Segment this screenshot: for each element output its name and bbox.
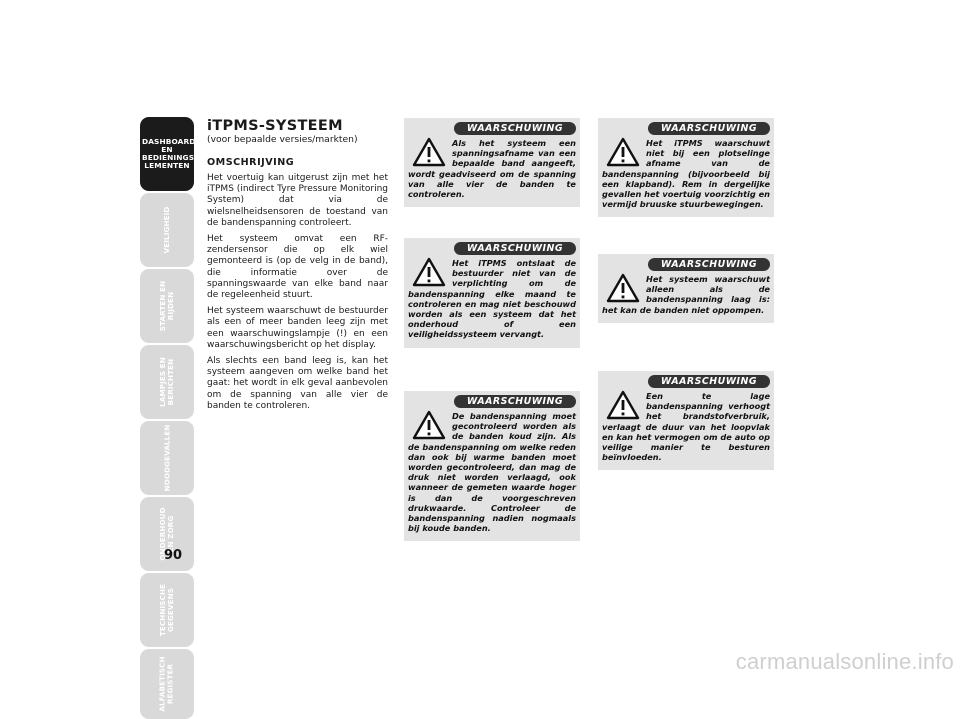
warning-text: Het iTPMS waarschuwt niet bij een plotselinge afname van de bandenspanning (bijvoorbeeld bij een klapband). Rem in dergelijke gevallen het voertuig voorzichtig en vermijd bruuske stuurbewegingen.	[602, 138, 770, 210]
warning-triangle-icon	[412, 257, 446, 287]
watermark: carmanualsonline.info	[735, 649, 954, 674]
warning-box	[598, 254, 774, 323]
warning-triangle-icon	[412, 410, 446, 440]
tab-label: STARTEN EN RIJDEN	[158, 280, 175, 332]
tab-veiligheid[interactable]	[140, 193, 194, 267]
warning-text: Het systeem waarschuwt alleen als de bandenspanning laag is: het kan de banden niet oppompen.	[602, 274, 770, 315]
warning-box	[598, 371, 774, 470]
paragraph: Het systeem waarschuwt de bestuurder als een of meer banden leeg zijn met een waarschuwingslampje (!) en een waarschuwingsbericht op het display.	[207, 306, 388, 350]
warning-heading: WAARSCHUWING	[648, 122, 770, 135]
tab-alfabetisch-register[interactable]	[140, 649, 194, 719]
tab-label: TECHNISCHE GEGEVENS	[158, 583, 175, 637]
tab-technische-gegevens[interactable]	[140, 573, 194, 647]
warning-heading: WAARSCHUWING	[454, 242, 576, 255]
warning-box	[598, 118, 774, 217]
warning-triangle-icon	[606, 137, 640, 167]
section-title: iTPMS-SYSTEEM	[207, 118, 343, 134]
warning-text: Als het systeem een spanningsafname van een bepaalde band aangeeft, wordt geadviseerd om de spanning van alle vier de banden te controleren.	[408, 138, 576, 200]
warning-text: Het iTPMS ontslaat de bestuurder niet van de verplichting om de bandenspanning elke maand te controleren en mag niet beschouwd worden als een systeem dat het onderhoud of een veiligheidssysteem vervangt.	[408, 258, 576, 340]
warning-text: Een te lage bandenspanning verhoogt het brandstofverbruik, verlaagt de duur van het loopvlak en kan het vermogen om de auto op veilige manier te besturen beïnvloeden.	[602, 391, 770, 463]
section-subtitle: (voor bepaalde versies/markten)	[207, 134, 358, 145]
tab-label: VEILIGHEID	[162, 206, 171, 254]
section-itpms	[207, 118, 388, 417]
tab-label: ONDERHOUD EN ZORG	[158, 507, 175, 561]
warning-heading: WAARSCHUWING	[454, 395, 576, 408]
tab-noodgevallen[interactable]	[140, 421, 194, 495]
tab-label: NOODGEVALLEN	[162, 424, 171, 492]
warning-text: De bandenspanning moet gecontroleerd worden als de banden koud zijn. Als de bandenspanning om welke reden dan ook bij warme banden moet worden gecontroleerd, dan mag de druk niet worden verlaagd, ook wanneer de gemeten waarde hoger is dan de voorgeschreven drukwaarde. Controleer de bandenspanning nadien nogmaals bij koude banden.	[408, 411, 576, 534]
page-number: 90	[163, 548, 183, 563]
tab-label: LAMPJES EN BERICHTEN	[158, 357, 175, 407]
warning-heading: WAARSCHUWING	[648, 375, 770, 388]
tab-starten-en-rijden[interactable]	[140, 269, 194, 343]
tab-dashboard[interactable]	[140, 117, 198, 191]
warning-heading: WAARSCHUWING	[648, 258, 770, 271]
warning-triangle-icon	[606, 273, 640, 303]
tab-label: ALFABETISCH REGISTER	[158, 656, 176, 712]
warning-box	[404, 391, 580, 541]
tab-label: DASHBOARD EN BEDIENINGS- LEMENTEN	[142, 137, 198, 170]
warning-triangle-icon	[606, 390, 640, 420]
warning-heading: WAARSCHUWING	[454, 122, 576, 135]
warning-box	[404, 238, 580, 348]
tab-lampjes-en-berichten[interactable]	[140, 345, 194, 419]
warning-triangle-icon	[412, 137, 446, 167]
warning-box	[404, 118, 580, 207]
paragraph: Het systeem omvat een RF-zendersensor die op elk wiel gemonteerd is (op de velg in de band), die informatie over de spanningswaarde van elke band naar de regeleenheid stuurt.	[207, 234, 388, 301]
section-heading: OMSCHRIJVING	[207, 157, 295, 168]
paragraph: Als slechts een band leeg is, kan het systeem aangeven om welke band het gaat: het wordt in elk geval aanbevolen om de spanning van alle vier de banden te controleren.	[207, 356, 388, 411]
paragraph: Het voertuig kan uitgerust zijn met het iTPMS (indirect Tyre Pressure Monitoring System) dat via de wielsnelheidsensoren de toestand van de bandenspanning controleert.	[207, 173, 388, 228]
